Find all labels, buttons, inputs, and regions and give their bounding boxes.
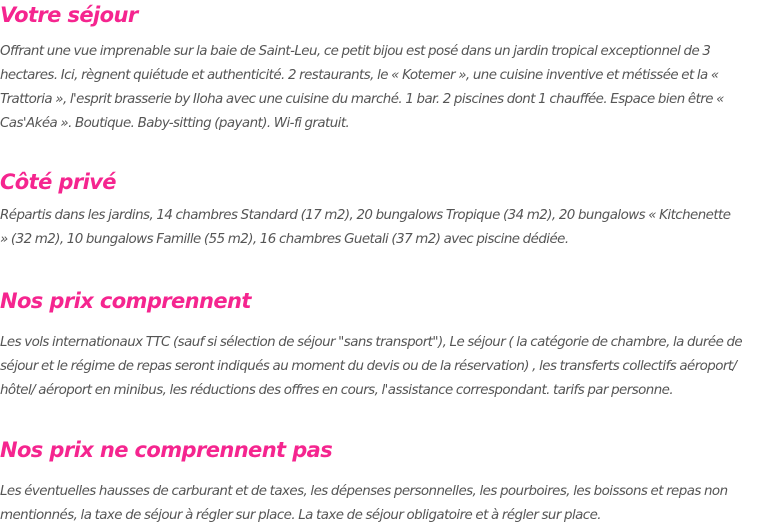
section-prix-ne-comprennent-pas [0,436,758,528]
section-votre-sejour [0,1,758,136]
section-cote-prive [0,168,758,252]
section-heading: Côté privé [0,170,116,194]
paragraph-line: hectares. Ici, règnent quiétude et authenticité. 2 restaurants, le « Kotemer », une cuisine inventive et métissée et la « [0,68,719,83]
paragraph-line: Les vols internationaux TTC (sauf si sélection de séjour "sans transport"), Le séjour ( la catégorie de chambre, la durée de [0,335,743,350]
paragraph-line: Offrant une vue imprenable sur la baie de Saint-Leu, ce petit bijou est posé dans un jardin tropical exceptionnel de 3 [0,44,711,59]
section-paragraph [0,40,758,136]
section-heading: Nos prix comprennent [0,289,251,313]
section-paragraph [0,204,758,252]
paragraph-line: Les éventuelles hausses de carburant et de taxes, les dépenses personnelles, les pourboires, les boissons et repas non [0,484,728,499]
paragraph-line: Trattoria », l'esprit brasserie by Iloha avec une cuisine du marché. 1 bar. 2 piscines dont 1 chauffée. Espace bien être « [0,92,724,107]
paragraph-line: » (32 m2), 10 bungalows Famille (55 m2), 16 chambres Guetali (37 m2) avec piscine dédiée. [0,232,569,247]
section-paragraph [0,480,758,528]
section-heading: Votre séjour [0,3,138,27]
paragraph-line: mentionnés, la taxe de séjour à régler sur place. La taxe de séjour obligatoire et à régler sur place. [0,508,602,523]
paragraph-line: Répartis dans les jardins, 14 chambres Standard (17 m2), 20 bungalows Tropique (34 m2), 20 bungalows « Kitchenette [0,208,731,223]
section-heading: Nos prix ne comprennent pas [0,438,333,462]
paragraph-line: hôtel/ aéroport en minibus, les réductions des offres en cours, l'assistance correspondant. tarifs par personne. [0,383,674,398]
paragraph-line: Cas'Akéa ». Boutique. Baby-sitting (payant). Wi-fi gratuit. [0,116,350,131]
section-paragraph [0,331,758,403]
section-prix-comprennent [0,287,758,403]
paragraph-line: séjour et le régime de repas seront indiqués au moment du devis ou de la réservation) , les transferts collectifs aéroport/ [0,359,737,374]
